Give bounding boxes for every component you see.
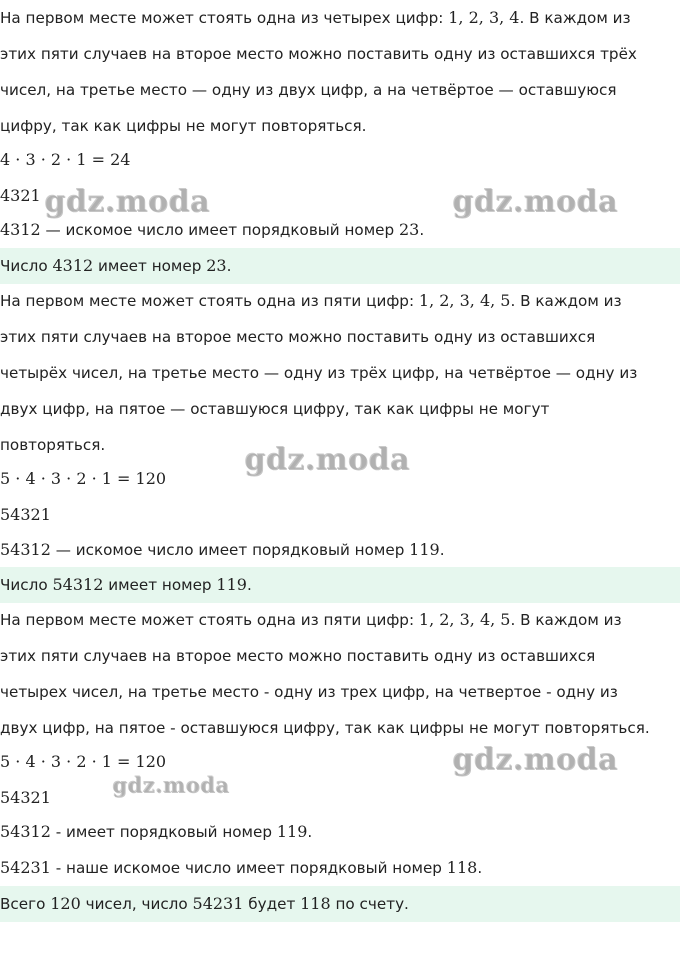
- answer-line: [0, 886, 680, 922]
- text-line: двух цифр, на пятое — оставшуюся цифру, так как цифры не могут: [0, 400, 550, 418]
- math-number: 120: [50, 894, 81, 913]
- text-fragment: .: [439, 541, 445, 559]
- math-number: 119: [216, 575, 247, 594]
- math-number: 118: [300, 894, 331, 913]
- text-line: [0, 283, 622, 319]
- text-line: четырёх чисел, на третье место — одну из трёх цифр, на четвёртое — одну из: [0, 364, 638, 382]
- text-fragment: .: [307, 823, 313, 841]
- text-line: [0, 850, 482, 886]
- text-fragment: Число: [0, 257, 53, 275]
- answer-line: [0, 248, 680, 284]
- watermark: gdz.moda: [452, 742, 618, 777]
- watermark: gdz.moda: [44, 184, 210, 219]
- math-number: 54231: [0, 858, 51, 877]
- text-fragment: - имеет порядковый номер: [50, 823, 277, 841]
- text-fragment: Всего: [0, 895, 51, 913]
- text-fragment: .: [226, 257, 232, 275]
- math-digits: 1, 2, 3, 4, 5: [418, 291, 511, 310]
- text-line: двух цифр, на пятое - оставшуюся цифру, так как цифры не могут повторяться.: [0, 719, 650, 737]
- watermark: gdz.moda: [244, 442, 410, 477]
- text-line: этих пяти случаев на второе место можно поставить одну из оставшихся: [0, 647, 596, 665]
- math-number: 54321: [0, 505, 51, 524]
- text-line: [0, 602, 622, 638]
- math-number: 118: [446, 858, 478, 877]
- text-fragment: по счету.: [330, 895, 409, 913]
- math-digits: 1, 2, 3, 4, 5: [418, 610, 511, 629]
- text-fragment: имеет номер: [93, 257, 207, 275]
- math-number: 23: [206, 256, 227, 275]
- math-formula: 4 · 3 · 2 · 1 = 24: [0, 150, 131, 169]
- text-line: [0, 532, 445, 568]
- text-line: этих пяти случаев на второе место можно поставить одну из оставшихся трёх: [0, 45, 637, 63]
- math-number: 23: [398, 220, 420, 239]
- math-number: 119: [276, 822, 308, 841]
- text-fragment: На первом месте может стоять одна из пяти цифр:: [0, 611, 419, 629]
- answer-line: [0, 567, 680, 603]
- text-fragment: . В каждом из: [519, 9, 631, 27]
- text-line: четырех чисел, на третье место - одну из трех цифр, на четвертое - одну из: [0, 683, 618, 701]
- math-formula: 5 · 4 · 3 · 2 · 1 = 120: [0, 469, 167, 488]
- math-number: 4312: [52, 256, 94, 275]
- text-fragment: .: [419, 221, 425, 239]
- text-line: цифру, так как цифры не могут повторяться.: [0, 117, 367, 135]
- text-fragment: .: [477, 859, 483, 877]
- math-number: 54312: [0, 540, 51, 559]
- math-number: 54231: [192, 894, 244, 913]
- math-number: 54312: [0, 822, 51, 841]
- text-fragment: - наше искомое число имеет порядковый номер: [50, 859, 447, 877]
- text-fragment: . В каждом из: [510, 611, 622, 629]
- watermark: gdz.moda: [112, 772, 230, 797]
- text-fragment: — искомое число имеет порядковый номер: [40, 221, 399, 239]
- text-fragment: . В каждом из: [510, 292, 622, 310]
- math-formula: 5 · 4 · 3 · 2 · 1 = 120: [0, 752, 167, 771]
- text-fragment: будет: [243, 895, 301, 913]
- text-fragment: Число: [0, 576, 53, 594]
- text-fragment: чисел, число: [80, 895, 193, 913]
- watermark: gdz.moda: [452, 184, 618, 219]
- math-digits: 1, 2, 3, 4: [448, 8, 520, 27]
- math-number: 4312: [0, 220, 41, 239]
- text-fragment: — искомое число имеет порядковый номер: [50, 541, 410, 559]
- text-line: чисел, на третье место — одну из двух цифр, а на четвёртое — оставшуюся: [0, 81, 617, 99]
- math-number: 54321: [0, 788, 51, 807]
- text-line: [0, 814, 312, 850]
- text-line: повторяться.: [0, 436, 106, 454]
- text-fragment: имеет номер: [103, 576, 217, 594]
- text-fragment: .: [246, 576, 252, 594]
- math-number: 4321: [0, 186, 41, 205]
- text-fragment: На первом месте может стоять одна из пяти цифр:: [0, 292, 419, 310]
- math-number: 54312: [52, 575, 104, 594]
- math-number: 119: [409, 540, 440, 559]
- text-line: этих пяти случаев на второе место можно поставить одну из оставшихся: [0, 328, 596, 346]
- text-fragment: На первом месте может стоять одна из четырех цифр:: [0, 9, 449, 27]
- text-line: [0, 0, 631, 36]
